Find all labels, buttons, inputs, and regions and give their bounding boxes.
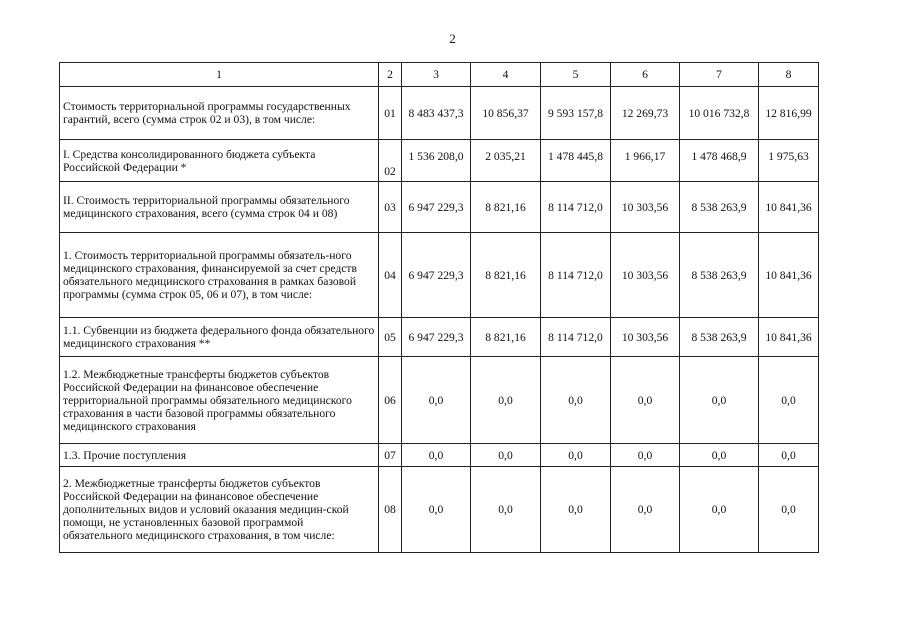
table-row: [60, 357, 819, 444]
value-cell: 0,0: [680, 444, 759, 467]
table-header-row: [60, 63, 819, 87]
row-label: II. Стоимость территориальной программы обязательного медицинского страхования, всего (сумма строк 04 и 08): [60, 182, 379, 233]
row-label: 1.2. Межбюджетные трансферты бюджетов субъектов Российской Федерации на финансовое обеспечение территориальной программы обязательного медицинского страхования в части базовой программы обязательного медицинского страхования: [60, 357, 379, 444]
table-row: [60, 467, 819, 553]
page-number: 2: [449, 31, 456, 46]
value-cell: 0,0: [611, 444, 680, 467]
row-code: 04: [379, 233, 402, 318]
column-header-2: 2: [379, 63, 402, 87]
value-cell: 10 303,56: [611, 182, 680, 233]
value-cell: 8 114 712,0: [541, 318, 611, 357]
row-label: Стоимость территориальной программы государственных гарантий, всего (сумма строк 02 и 03), в том числе:: [60, 87, 379, 140]
value-cell: 12 816,99: [759, 87, 819, 140]
value-cell: 8 538 263,9: [680, 233, 759, 318]
row-code: 01: [379, 87, 402, 140]
value-cell: 0,0: [759, 467, 819, 553]
value-cell: 8 821,16: [471, 182, 541, 233]
value-cell: 10 841,36: [759, 318, 819, 357]
value-cell: 10 303,56: [611, 318, 680, 357]
value-cell: 0,0: [680, 357, 759, 444]
value-cell: 0,0: [611, 467, 680, 553]
value-cell: 0,0: [471, 357, 541, 444]
value-cell: 0,0: [541, 467, 611, 553]
value-cell: 0,0: [402, 357, 471, 444]
row-label: 2. Межбюджетные трансферты бюджетов субъектов Российской Федерации на финансовое обеспечение дополнительных видов и условий оказания медицин-ской помощи, не установленных базовой программой обязательного медицинского страхования, в том числе:: [60, 467, 379, 553]
value-cell: 1 478 445,8: [541, 140, 611, 182]
column-header-7: 7: [680, 63, 759, 87]
value-cell: 10 856,37: [471, 87, 541, 140]
value-cell: 0,0: [541, 444, 611, 467]
value-cell: 1 975,63: [759, 140, 819, 182]
value-cell: 6 947 229,3: [402, 233, 471, 318]
column-header-1: 1: [60, 63, 379, 87]
value-cell: 0,0: [471, 467, 541, 553]
value-cell: 0,0: [471, 444, 541, 467]
value-cell: 8 483 437,3: [402, 87, 471, 140]
value-cell: 0,0: [541, 357, 611, 444]
value-cell: 6 947 229,3: [402, 182, 471, 233]
table-row: [60, 233, 819, 318]
row-label: 1. Стоимость территориальной программы обязатель-ного медицинского страхования, финансируемой за счет средств обязательного медицинского страхования в рамках базовой программы (сумма строк 05, 06 и 07), в том числе:: [60, 233, 379, 318]
table-row: [60, 444, 819, 467]
column-header-8: 8: [759, 63, 819, 87]
value-cell: 8 821,16: [471, 233, 541, 318]
value-cell: 1 536 208,0: [402, 140, 471, 182]
row-label: 1.1. Субвенции из бюджета федерального фонда обязательного медицинского страхования **: [60, 318, 379, 357]
value-cell: 8 114 712,0: [541, 233, 611, 318]
table-row: [60, 140, 819, 182]
value-cell: 8 114 712,0: [541, 182, 611, 233]
column-header-6: 6: [611, 63, 680, 87]
column-header-4: 4: [471, 63, 541, 87]
budget-table: [59, 62, 819, 553]
row-code: 05: [379, 318, 402, 357]
value-cell: 6 947 229,3: [402, 318, 471, 357]
value-cell: 0,0: [759, 444, 819, 467]
row-code: 07: [379, 444, 402, 467]
value-cell: 0,0: [680, 467, 759, 553]
value-cell: 8 821,16: [471, 318, 541, 357]
value-cell: 10 841,36: [759, 182, 819, 233]
column-header-5: 5: [541, 63, 611, 87]
value-cell: 0,0: [402, 467, 471, 553]
value-cell: 10 016 732,8: [680, 87, 759, 140]
row-code: 02: [379, 140, 402, 182]
column-header-3: 3: [402, 63, 471, 87]
row-code: 08: [379, 467, 402, 553]
value-cell: 0,0: [611, 357, 680, 444]
row-label: I. Средства консолидированного бюджета субъекта Российской Федерации *: [60, 140, 379, 182]
value-cell: 1 966,17: [611, 140, 680, 182]
value-cell: 1 478 468,9: [680, 140, 759, 182]
value-cell: 9 593 157,8: [541, 87, 611, 140]
row-label: 1.3. Прочие поступления: [60, 444, 379, 467]
row-code: 03: [379, 182, 402, 233]
value-cell: 2 035,21: [471, 140, 541, 182]
value-cell: 0,0: [759, 357, 819, 444]
value-cell: 12 269,73: [611, 87, 680, 140]
table-row: [60, 87, 819, 140]
value-cell: 10 841,36: [759, 233, 819, 318]
row-code: 06: [379, 357, 402, 444]
value-cell: 8 538 263,9: [680, 318, 759, 357]
table-row: [60, 318, 819, 357]
value-cell: 10 303,56: [611, 233, 680, 318]
table-row: [60, 182, 819, 233]
value-cell: 8 538 263,9: [680, 182, 759, 233]
value-cell: 0,0: [402, 444, 471, 467]
